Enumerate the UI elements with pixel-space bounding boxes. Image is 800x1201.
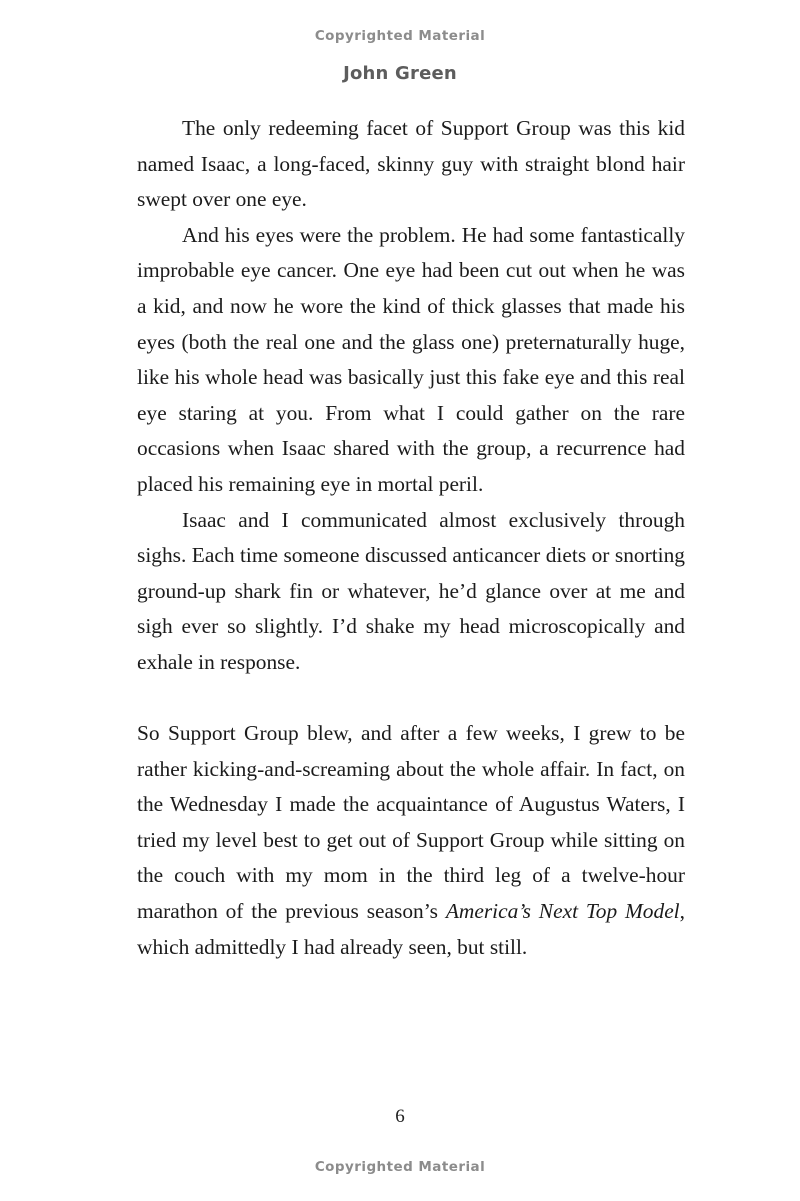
running-head-author: John Green xyxy=(343,63,457,84)
body-text-block xyxy=(137,111,685,965)
page-number: 6 xyxy=(395,1106,405,1127)
paragraph-4-lead-text: So Support Group blew, and after a few weeks, I grew to be rather kicking-and-screaming about the whole affair. In fact, on the Wednesday I made the acquaintance of Augustus Waters, I tried my level best to get out of Support Group while sitting on the couch with my mom in the third leg of a twelve-hour marathon of the previous season’s xyxy=(137,721,685,924)
paragraph-3: Isaac and I communicated almost exclusively through sighs. Each time someone discussed anticancer diets or snorting ground-up shark fin or whatever, he’d glance over at me and sigh ever so slightly. I’d shake my head microscopically and exhale in response. xyxy=(137,507,685,674)
paragraph-2: And his eyes were the problem. He had some fantastically improbable eye cancer. One eye had been cut out when he was a kid, and now he wore the kind of thick glasses that made his eyes (both the real one and the glass one) preternaturally huge, like his whole head was basically just this fake eye and this real eye staring at you. From what I could gather on the rare occasions when Isaac shared with the group, a recurrence had placed his remaining eye in mortal peril. xyxy=(137,222,685,496)
paragraph-4 xyxy=(137,716,685,965)
paragraph-4-trailing-text: , which admittedly I had already seen, but still. xyxy=(137,899,685,959)
copyright-watermark-top: Copyrighted Material xyxy=(314,28,486,44)
tv-show-title: America’s Next Top Model xyxy=(445,899,680,924)
copyright-watermark-bottom: Copyrighted Material xyxy=(314,1159,486,1175)
paragraph-1: The only redeeming facet of Support Group was this kid named Isaac, a long-faced, skinny guy with straight blond hair swept over one eye. xyxy=(137,116,685,212)
